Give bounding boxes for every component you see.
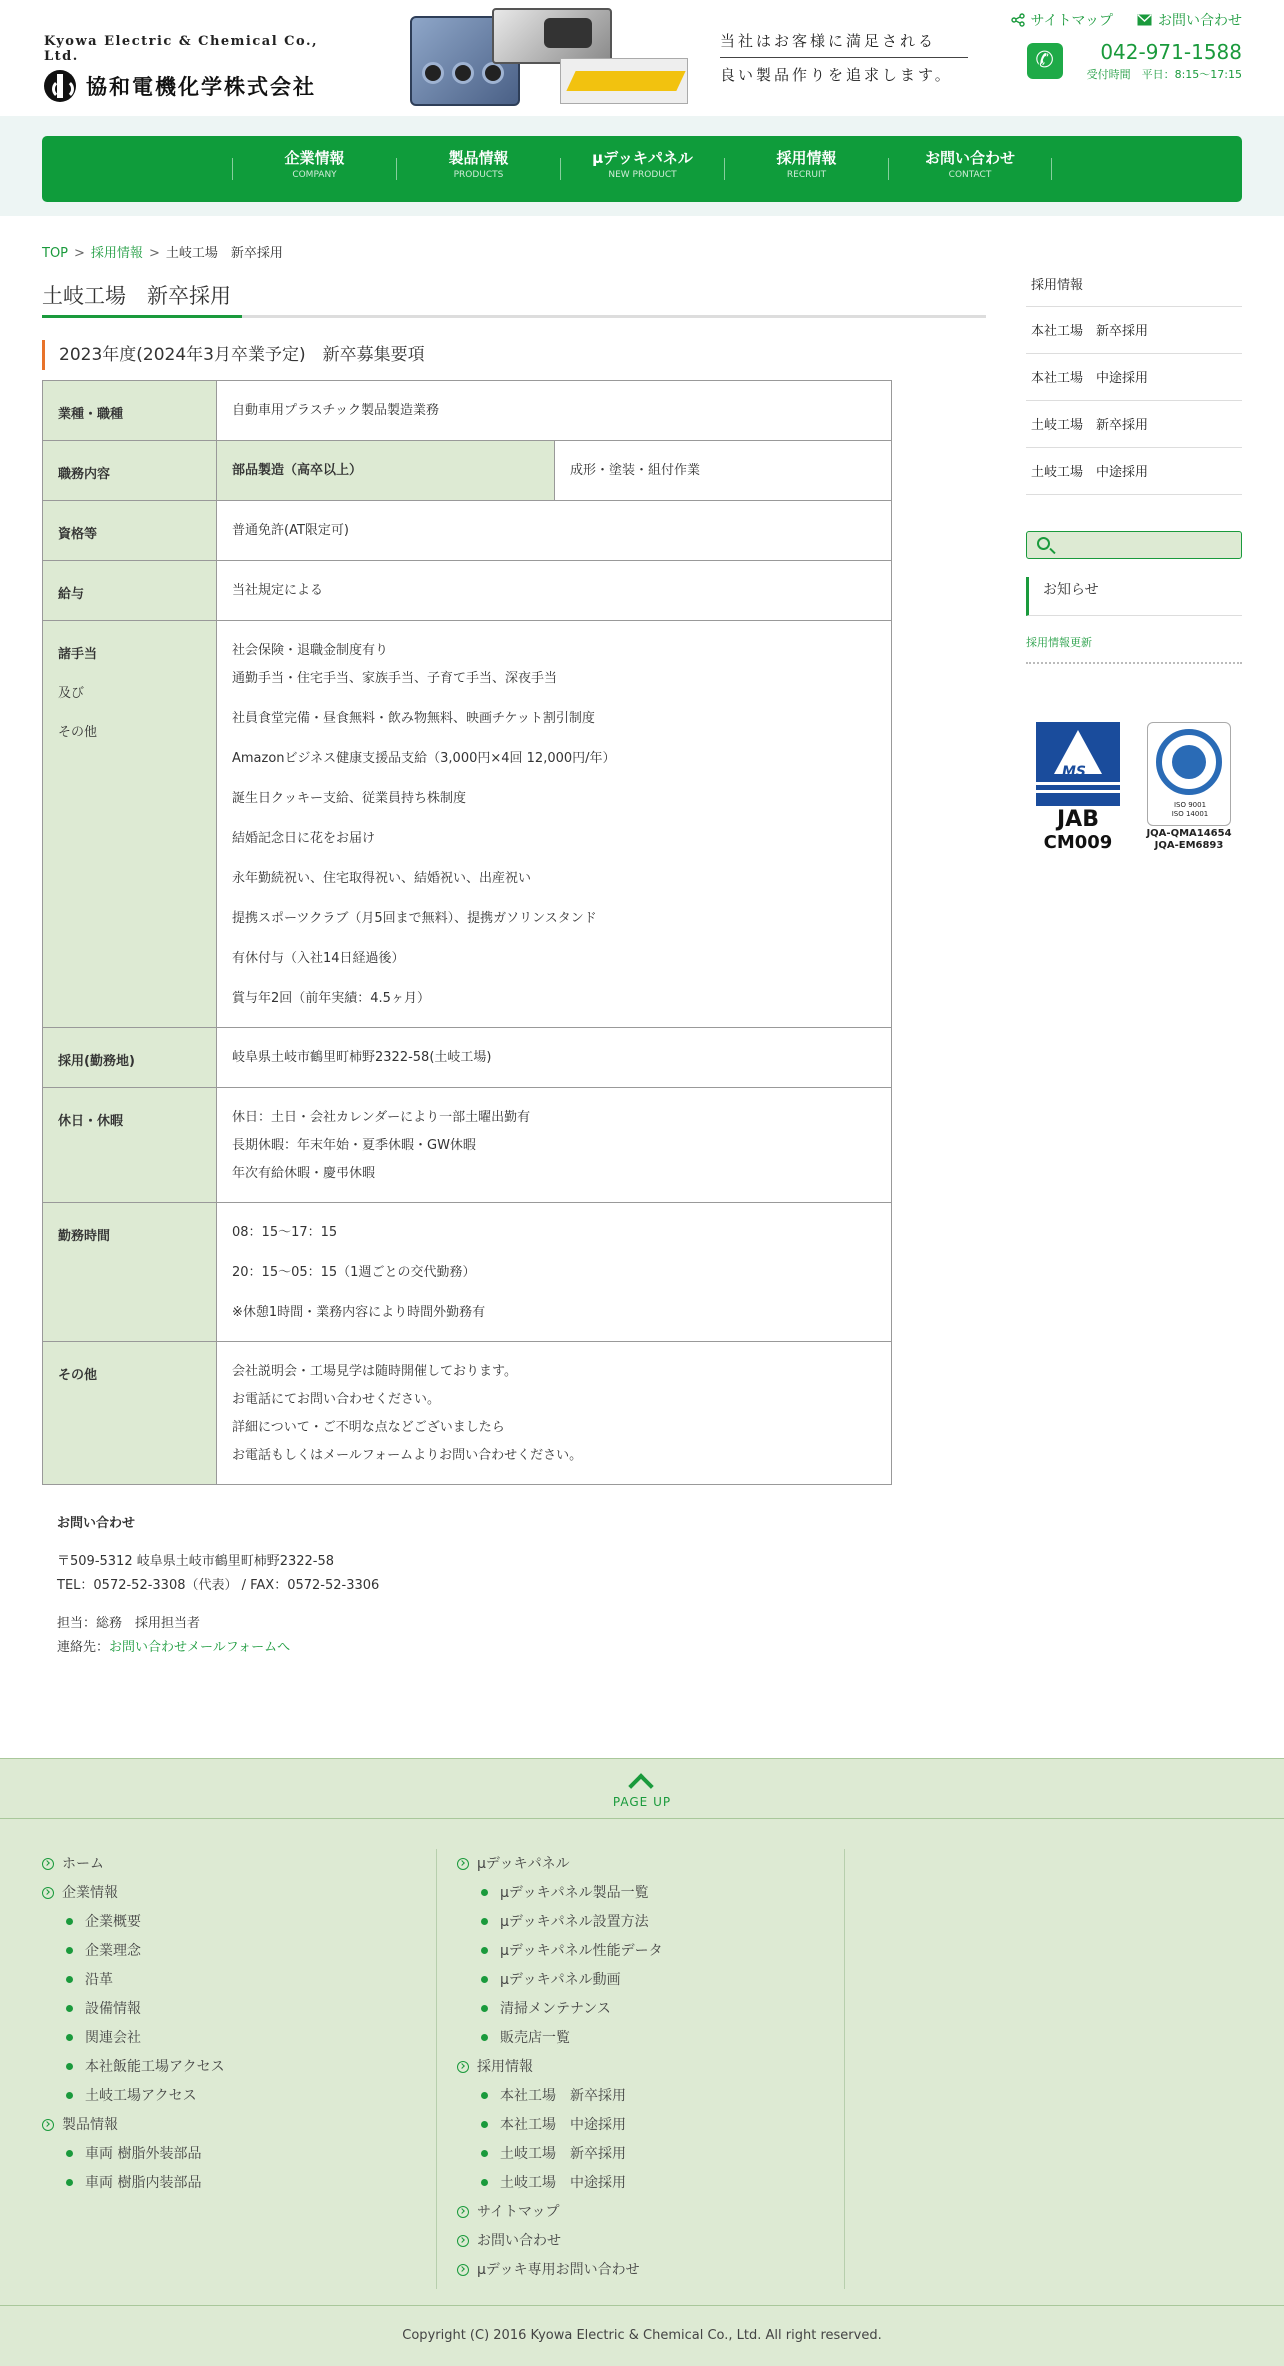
search-input[interactable]	[1026, 531, 1242, 559]
jab-certification	[1036, 722, 1120, 853]
circle-arrow-icon	[457, 2264, 469, 2276]
row-value	[217, 621, 892, 1028]
list-item: 社会保険・退職金制度有り	[232, 643, 389, 658]
list-item: 休日：土日・会社カレンダーにより一部土曜出勤有	[232, 1110, 531, 1125]
news-heading: お知らせ	[1026, 577, 1242, 616]
nav-label: 製品情報	[448, 148, 509, 167]
bullet-icon	[66, 1918, 73, 1925]
list-item: 永年勤続祝い、住宅取得祝い、結婚祝い、出産祝い	[232, 871, 532, 886]
table-row	[43, 441, 892, 501]
nav-contact[interactable]	[888, 148, 1052, 180]
header-slogan	[720, 30, 968, 85]
table-row	[43, 1342, 892, 1485]
nav-label: 企業情報	[284, 148, 345, 167]
bullet-icon	[66, 2092, 73, 2099]
sidebar-heading[interactable]: 採用情報	[1026, 262, 1242, 307]
bullet-icon	[481, 2179, 488, 2186]
nav-recruit[interactable]	[724, 148, 888, 180]
footer-link[interactable]	[457, 1849, 846, 1878]
footer-link-label: 企業理念	[85, 1942, 141, 1959]
footer-link-label: μデッキ専用お問い合わせ	[477, 2261, 640, 2278]
row-label: 採用(勤務地)	[43, 1028, 217, 1088]
footer-link[interactable]	[457, 2023, 846, 2052]
page-title: 土岐工場 新卒採用	[42, 280, 986, 318]
bullet-icon	[481, 1976, 488, 1983]
list-item: 年次有給休暇・慶弔休暇	[232, 1166, 376, 1181]
footer-link[interactable]	[42, 2081, 432, 2110]
table-row	[43, 1088, 892, 1203]
bullet-icon	[66, 2034, 73, 2041]
footer-link-label: μデッキパネル性能データ	[500, 1942, 663, 1959]
row-label: 職務内容	[43, 441, 217, 501]
share-icon	[1011, 13, 1025, 27]
footer-link[interactable]	[42, 2110, 432, 2139]
footer-link-label: μデッキパネル製品一覧	[500, 1884, 649, 1901]
footer-link-label: 土岐工場アクセス	[85, 2087, 197, 2104]
bullet-icon	[481, 2005, 488, 2012]
row-value	[217, 1088, 892, 1203]
footer-link[interactable]	[42, 1878, 432, 1907]
nav-products[interactable]	[396, 148, 560, 180]
row-value	[217, 1203, 892, 1342]
nav-sublabel: CONTACT	[948, 169, 992, 180]
certification-logos	[1036, 722, 1236, 872]
jab-code: CM009	[1043, 832, 1113, 853]
row-label: 資格等	[43, 501, 217, 561]
list-item: 通勤手当・住宅手当、家族手当、子育て手当、深夜手当	[232, 671, 558, 686]
footer-link[interactable]	[457, 1907, 846, 1936]
footer-link[interactable]	[42, 2052, 432, 2081]
footer-link-label: 販売店一覧	[500, 2029, 570, 2046]
contact-block	[57, 1512, 379, 1660]
footer-link[interactable]	[42, 2168, 432, 2197]
bullet-icon	[481, 2150, 488, 2157]
bullet-icon	[66, 2150, 73, 2157]
footer-link-label: 車両 樹脂内装部品	[85, 2174, 202, 2191]
footer-link[interactable]	[457, 1878, 846, 1907]
breadcrumb-current: 土岐工場 新卒採用	[165, 246, 283, 261]
sidebar-item[interactable]: 本社工場 中途採用	[1026, 354, 1242, 401]
contact-person: 担当：総務 採用担当者	[57, 1616, 201, 1631]
row-value: 自動車用プラスチック製品製造業務	[217, 381, 892, 441]
footer-link[interactable]	[457, 2052, 846, 2081]
row-label	[43, 621, 217, 1028]
bullet-icon	[66, 1947, 73, 1954]
nav-label: μデッキパネル	[592, 148, 693, 167]
news-link[interactable]: 採用情報更新	[1026, 616, 1242, 664]
footer-link[interactable]	[457, 1994, 846, 2023]
bullet-icon	[66, 2063, 73, 2070]
table-row	[43, 381, 892, 441]
circle-arrow-icon	[42, 1858, 54, 1870]
jqa-id: JQA-EM6893	[1154, 840, 1224, 851]
row-label: 休日・休暇	[43, 1088, 217, 1203]
row-label: 給与	[43, 561, 217, 621]
footer-column-1	[42, 1849, 432, 2197]
jqa-seal	[1156, 729, 1222, 795]
list-item: ※休憩1時間・業務内容により時間外勤務有	[232, 1305, 486, 1320]
logo-english: Kyowa Electric & Chemical Co., Ltd.	[44, 34, 319, 64]
list-item: お電話もしくはメールフォームよりお問い合わせください。	[232, 1448, 583, 1463]
row-value: 当社規定による	[217, 561, 892, 621]
product-console-image	[492, 8, 612, 64]
footer-link[interactable]	[42, 2023, 432, 2052]
bullet-icon	[481, 2092, 488, 2099]
footer-link-label: サイトマップ	[477, 2203, 560, 2220]
phone-number[interactable]: 042-971-1588	[1100, 40, 1242, 64]
logo-mark-icon	[44, 70, 76, 102]
footer-link-label: ホーム	[62, 1855, 104, 1872]
phone-icon: ✆	[1027, 43, 1063, 79]
jab-text: JAB	[1057, 807, 1099, 832]
row-label-line: その他	[58, 725, 98, 740]
copyright: Copyright (C) 2016 Kyowa Electric & Chemical Co., Ltd. All right reserved.	[0, 2305, 1284, 2366]
circle-arrow-icon	[42, 1887, 54, 1899]
jab-logo	[1036, 722, 1120, 806]
nav-new-product[interactable]	[560, 148, 724, 180]
footer-link[interactable]	[42, 1907, 432, 1936]
list-item: 賞与年2回（前年実績：4.5ヶ月）	[232, 991, 430, 1006]
footer-link[interactable]	[42, 1965, 432, 1994]
footer-link-label: 清掃メンテナンス	[500, 2000, 611, 2017]
sidebar	[1026, 262, 1242, 664]
nav-company[interactable]	[232, 148, 396, 180]
nav-sublabel: COMPANY	[292, 169, 337, 180]
jqa-iso-14001: ISO 14001	[1171, 810, 1209, 818]
sitemap-link[interactable]	[1011, 10, 1113, 30]
footer-link[interactable]	[457, 2168, 846, 2197]
footer-column-3	[844, 1849, 845, 2289]
nav-label: お問い合わせ	[924, 148, 1015, 167]
bullet-icon	[481, 1918, 488, 1925]
nav-sublabel: NEW PRODUCT	[608, 169, 677, 180]
row-value: 普通免許(AT限定可)	[217, 501, 892, 561]
bullet-icon	[481, 2034, 488, 2041]
search-icon[interactable]	[1037, 537, 1050, 550]
sidebar-item[interactable]: 本社工場 新卒採用	[1026, 307, 1242, 354]
jqa-iso-9001: ISO 9001	[1173, 801, 1207, 809]
footer-link[interactable]	[457, 1965, 846, 1994]
footer-link[interactable]	[42, 1994, 432, 2023]
contact-label: お問い合わせ	[1158, 13, 1242, 29]
footer-link-label: 土岐工場 新卒採用	[500, 2145, 626, 2162]
table-row	[43, 561, 892, 621]
row-label: 勤務時間	[43, 1203, 217, 1342]
circle-arrow-icon	[457, 2206, 469, 2218]
jqa-id: JQA-QMA14654	[1146, 828, 1232, 839]
breadcrumb-recruit-link[interactable]: 採用情報	[90, 246, 143, 261]
footer-link-label: 関連会社	[85, 2029, 141, 2046]
site-header	[0, 0, 1284, 116]
phone-block	[1027, 40, 1242, 82]
footer-link[interactable]	[457, 2139, 846, 2168]
table-row	[43, 1203, 892, 1342]
contact-link-line	[57, 1636, 379, 1660]
bullet-icon	[481, 2121, 488, 2128]
footer-link-label: 企業情報	[62, 1884, 118, 1901]
footer-link-label: 採用情報	[477, 2058, 533, 2075]
footer-link-label: μデッキパネル動画	[500, 1971, 621, 1988]
footer-column-2	[436, 1849, 846, 2289]
table-row	[43, 501, 892, 561]
product-trim-image	[560, 58, 688, 104]
header-product-image	[410, 6, 690, 108]
recruitment-table	[42, 380, 892, 1485]
list-item: 20：15～05：15（1週ごとの交代勤務）	[232, 1265, 476, 1280]
footer-link-label: 設備情報	[85, 2000, 141, 2017]
row-label-line: 及び	[58, 686, 85, 701]
phone-hours: 受付時間 平日：8:15～17:15	[1086, 68, 1242, 81]
company-logo[interactable]	[44, 34, 344, 102]
footer-link[interactable]	[42, 1849, 432, 1878]
footer-link-label: 本社工場 新卒採用	[500, 2087, 626, 2104]
footer-link-label: μデッキパネル	[477, 1855, 570, 1872]
list-item: 誕生日クッキー支給、従業員持ち株制度	[232, 791, 467, 806]
global-nav-bar	[0, 116, 1284, 216]
table-row	[43, 1028, 892, 1088]
contact-link-prefix: 連絡先：	[57, 1640, 110, 1655]
list-item: 提携スポーツクラブ（月5回まで無料）、提携ガソリンスタンド	[232, 911, 597, 926]
footer-link-label: お問い合わせ	[477, 2232, 561, 2249]
list-item: お電話にてお問い合わせください。	[232, 1392, 441, 1407]
list-item: 詳細について・ご不明な点などございましたら	[232, 1420, 505, 1435]
footer-link-label: 企業概要	[85, 1913, 141, 1930]
jqa-logo	[1147, 722, 1231, 826]
nav-sublabel: PRODUCTS	[453, 169, 504, 180]
footer-link[interactable]	[42, 1936, 432, 1965]
nav-label: 採用情報	[776, 148, 837, 167]
global-nav	[42, 136, 1242, 202]
list-item: 08：15～17：15	[232, 1225, 338, 1240]
header-contact-link[interactable]	[1137, 10, 1242, 30]
slogan-line-2: 良い製品作りを追求します。	[720, 66, 953, 84]
circle-arrow-icon	[457, 2235, 469, 2247]
bullet-icon	[66, 2179, 73, 2186]
list-item: 長期休暇：年末年始・夏季休暇・GW休暇	[232, 1138, 476, 1153]
breadcrumb-top-link[interactable]: TOP	[42, 246, 69, 261]
circle-arrow-icon	[42, 2119, 54, 2131]
footer-link[interactable]	[457, 2081, 846, 2110]
list-item: Amazonビジネス健康支援品支給（3,000円×4回 12,000円/年）	[232, 751, 616, 766]
footer-link-label: μデッキパネル設置方法	[500, 1913, 649, 1930]
circle-arrow-icon	[457, 1858, 469, 1870]
row-value: 成形・塗装・組付作業	[555, 441, 892, 501]
row-value: 岐阜県土岐市鶴里町柿野2322-58(土岐工場)	[217, 1028, 892, 1088]
bullet-icon	[481, 1889, 488, 1896]
contact-title: お問い合わせ	[57, 1516, 136, 1531]
section-title: 2023年度(2024年3月卒業予定) 新卒募集要項	[42, 340, 425, 370]
list-item: 結婚記念日に花をお届け	[232, 831, 376, 846]
footer-link-label: 車両 樹脂外装部品	[85, 2145, 202, 2162]
row-label-line: 諸手当	[58, 647, 98, 662]
logo-japanese: 協和電機化学株式会社	[86, 75, 316, 99]
sidebar-item[interactable]: 土岐工場 新卒採用	[1026, 401, 1242, 448]
list-item: 有休付与（入社14日経過後）	[232, 951, 405, 966]
site-footer	[0, 1758, 1284, 2366]
table-row	[43, 621, 892, 1028]
footer-link[interactable]	[457, 2197, 846, 2226]
row-subheading: 部品製造（高卒以上）	[217, 441, 555, 501]
row-value	[217, 1342, 892, 1485]
contact-address: 〒509-5312 岐阜県土岐市鶴里町柿野2322-58	[57, 1554, 335, 1569]
footer-link[interactable]	[457, 1936, 846, 1965]
jqa-certification	[1142, 722, 1236, 852]
footer-link-label: 製品情報	[62, 2116, 118, 2133]
footer-link-label: 本社飯能工場アクセス	[85, 2058, 225, 2075]
breadcrumb: TOP > 採用情報 > 土岐工場 新卒採用	[42, 246, 283, 261]
footer-link-label: 本社工場 中途採用	[500, 2116, 626, 2133]
mail-icon	[1137, 14, 1152, 26]
bullet-icon	[66, 2005, 73, 2012]
jab-logo-ms: MS	[1062, 764, 1087, 780]
contact-tel: TEL：0572-52-3308（代表） / FAX：0572-52-3306	[57, 1578, 380, 1593]
bullet-icon	[66, 1976, 73, 1983]
footer-link[interactable]	[457, 2255, 846, 2284]
sitemap-label: サイトマップ	[1030, 13, 1113, 29]
sidebar-item[interactable]: 土岐工場 中途採用	[1026, 448, 1242, 495]
row-label: その他	[43, 1342, 217, 1485]
bullet-icon	[481, 1947, 488, 1954]
slogan-line-1: 当社はお客様に満足される	[720, 30, 968, 58]
page-up-label: PAGE UP	[612, 1795, 672, 1809]
circle-arrow-icon	[457, 2061, 469, 2073]
footer-link[interactable]	[42, 2139, 432, 2168]
contact-form-link[interactable]: お問い合わせメールフォームへ	[109, 1640, 291, 1655]
page-up-button[interactable]	[0, 1759, 1284, 1819]
row-label: 業種・職種	[43, 381, 217, 441]
list-item: 社員食堂完備・昼食無料・飲み物無料、映画チケット割引制度	[232, 711, 595, 726]
nav-sublabel: RECRUIT	[786, 169, 827, 180]
list-item: 会社説明会・工場見学は随時開催しております。	[232, 1364, 517, 1379]
footer-link-label: 土岐工場 中途採用	[500, 2174, 626, 2191]
footer-link-label: 沿革	[85, 1971, 113, 1988]
footer-link[interactable]	[457, 2226, 846, 2255]
footer-link[interactable]	[457, 2110, 846, 2139]
